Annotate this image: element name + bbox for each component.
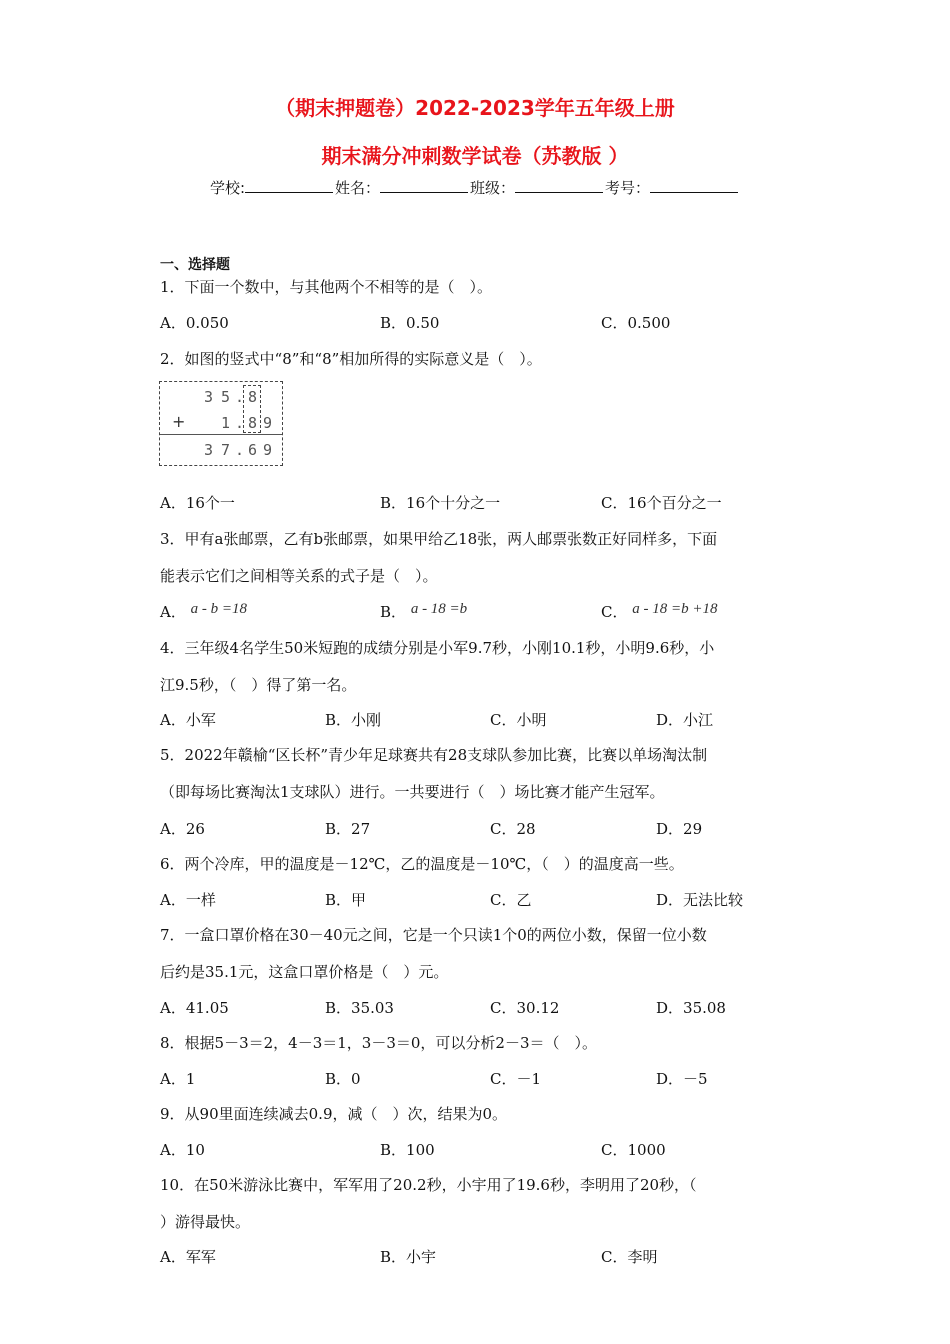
question-6: 6．两个冷库，甲的温度是－12℃，乙的温度是－10℃，（ ）的温度高一些。 — [160, 855, 684, 873]
option-label: A． — [160, 603, 186, 621]
q5-option-b: B．27 — [325, 820, 371, 838]
question-1: 1．下面一个数中，与其他两个不相等的是（ ）。 — [160, 278, 493, 296]
q5-option-d: D．29 — [656, 820, 703, 838]
class-blank[interactable] — [515, 178, 603, 193]
figure-digit: 5 — [221, 388, 231, 406]
figure-digit: . — [235, 414, 245, 432]
vertical-addition-figure — [159, 381, 283, 466]
q8-option-c: C．－1 — [490, 1070, 542, 1088]
sum-line — [160, 434, 282, 435]
q8-option-d: D．－5 — [656, 1070, 708, 1088]
highlight-eights-box — [243, 385, 261, 433]
q6-option-b: B．甲 — [325, 891, 367, 909]
question-3-line2: 能表示它们之间相等关系的式子是（ ）。 — [160, 567, 438, 585]
q9-option-b: B．100 — [380, 1141, 435, 1159]
q3-option-b — [380, 603, 467, 622]
q10-option-c: C．李明 — [601, 1248, 658, 1266]
exam-title-line1: （期末押题卷）2022-2023学年五年级上册 — [275, 96, 675, 120]
q6-option-d: D．无法比较 — [656, 891, 744, 909]
school-label: 学校: — [209, 179, 245, 197]
question-2: 2．如图的竖式中“8”和“8”相加所得的实际意义是（ ）。 — [160, 350, 542, 368]
question-5-line2: （即每场比赛淘汰1支球队）进行。一共要进行（ ）场比赛才能产生冠军。 — [160, 783, 665, 801]
q7-option-b: B．35.03 — [325, 999, 394, 1017]
q7-option-c: C．30.12 — [490, 999, 560, 1017]
question-7-line2: 后约是35.1元，这盒口罩价格是（ ）元。 — [160, 963, 449, 981]
question-8: 8．根据5－3＝2，4－3＝1，3－3＝0，可以分析2－3＝（ ）。 — [160, 1034, 598, 1052]
figure-digit: 9 — [263, 414, 273, 432]
school-blank[interactable] — [245, 178, 333, 193]
student-info-line — [0, 177, 950, 198]
q5-option-a: A．26 — [160, 820, 205, 838]
figure-digit: 1 — [221, 414, 231, 432]
plus-sign: + — [172, 412, 186, 431]
option-formula: a - 18 =b +18 — [632, 601, 718, 617]
q10-option-b: B．小宇 — [380, 1248, 437, 1266]
exam-number-label: 考号： — [605, 179, 651, 197]
q8-option-a: A．1 — [160, 1070, 196, 1088]
q2-option-b: B．16个十分之一 — [380, 494, 501, 512]
option-formula: a - b =18 — [190, 601, 247, 617]
q1-option-c: C．0.500 — [601, 314, 671, 332]
q4-option-b: B．小刚 — [325, 711, 382, 729]
figure-digit: 3 — [204, 388, 214, 406]
question-9: 9．从90里面连续减去0.9，减（ ）次，结果为0。 — [160, 1105, 508, 1123]
q2-option-a: A．16个一 — [160, 494, 235, 512]
q10-option-a: A．军军 — [160, 1248, 216, 1266]
figure-digit: 8 — [248, 414, 258, 432]
question-7-line1: 7．一盒口罩价格在30－40元之间，它是一个只读1个0的两位小数，保留一位小数 — [160, 926, 707, 944]
q1-option-a: A．0.050 — [160, 314, 229, 332]
q9-option-c: C．1000 — [601, 1141, 666, 1159]
q4-option-d: D．小江 — [656, 711, 714, 729]
question-5-line1: 5．2022年赣榆“区长杯”青少年足球赛共有28支球队参加比赛，比赛以单场淘汰制 — [160, 746, 708, 764]
figure-digit: 6 — [248, 441, 258, 459]
q8-option-b: B．0 — [325, 1070, 361, 1088]
q3-option-c — [601, 603, 718, 622]
q2-option-c: C．16个百分之一 — [601, 494, 722, 512]
q4-option-a: A．小军 — [160, 711, 216, 729]
figure-row-1 — [160, 388, 284, 410]
q4-option-c: C．小明 — [490, 711, 547, 729]
q6-option-a: A．一样 — [160, 891, 216, 909]
figure-result-row — [160, 441, 284, 463]
name-label: 姓名： — [335, 179, 381, 197]
question-10-line1: 10．在50米游泳比赛中，军军用了20.2秒，小宇用了19.6秒，李明用了20秒，（ — [160, 1176, 697, 1194]
q3-option-a — [160, 603, 247, 622]
q7-option-a: A．41.05 — [160, 999, 229, 1017]
q5-option-c: C．28 — [490, 820, 536, 838]
exam-title-line2: 期末满分冲刺数学试卷（苏教版 ） — [321, 144, 629, 168]
exam-number-blank[interactable] — [650, 178, 738, 193]
question-3-line1: 3．甲有a张邮票，乙有b张邮票，如果甲给乙18张，两人邮票张数正好同样多，下面 — [160, 530, 718, 548]
q7-option-d: D．35.08 — [656, 999, 726, 1017]
option-label: B． — [380, 603, 407, 621]
figure-digit: 7 — [221, 441, 231, 459]
option-label: C． — [601, 603, 628, 621]
section-title: 一、选择题 — [160, 257, 230, 273]
q1-option-b: B．0.50 — [380, 314, 440, 332]
question-4-line2: 江9.5秒，（ ）得了第一名。 — [160, 676, 357, 694]
figure-digit: 9 — [263, 441, 273, 459]
q6-option-c: C．乙 — [490, 891, 532, 909]
class-label: 班级： — [470, 179, 516, 197]
figure-digit: . — [235, 441, 245, 459]
figure-digit: 8 — [248, 388, 258, 406]
figure-digit: 3 — [204, 441, 214, 459]
figure-digit: . — [235, 388, 245, 406]
figure-row-2 — [160, 414, 284, 436]
option-formula: a - 18 =b — [410, 601, 468, 617]
question-4-line1: 4．三年级4名学生50米短跑的成绩分别是小军9.7秒，小刚10.1秒，小明9.6秒，小 — [160, 639, 715, 657]
question-10-line2: ）游得最快。 — [160, 1213, 251, 1231]
name-blank[interactable] — [380, 178, 468, 193]
q9-option-a: A．10 — [160, 1141, 205, 1159]
